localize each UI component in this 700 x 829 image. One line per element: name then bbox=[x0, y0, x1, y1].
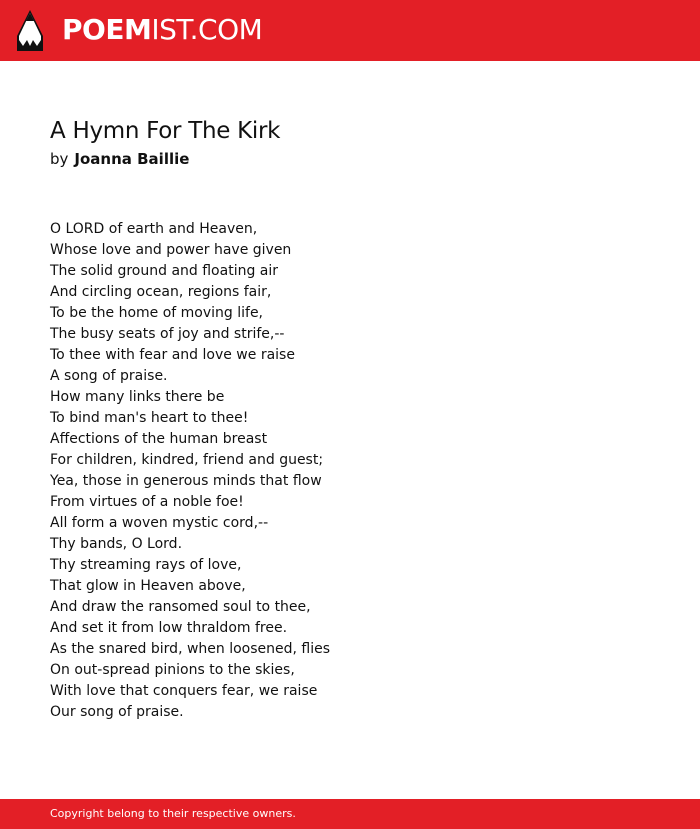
poem-line: Our song of praise. bbox=[50, 704, 184, 720]
poem-line: That glow in Heaven above, bbox=[50, 578, 246, 594]
poem-line: O LORD of earth and Heaven, bbox=[50, 221, 258, 237]
site-header bbox=[0, 0, 700, 61]
poem-line: To bind man's heart to thee! bbox=[50, 410, 249, 426]
poem-line: A song of praise. bbox=[50, 368, 168, 384]
poem-line: How many links there be bbox=[50, 389, 225, 405]
poem-line: All form a woven mystic cord,-- bbox=[50, 515, 269, 531]
pencil-logo-icon bbox=[17, 10, 43, 51]
poem-line: From virtues of a noble foe! bbox=[50, 494, 244, 510]
byline bbox=[50, 149, 189, 169]
site-footer bbox=[0, 799, 700, 829]
poem-line: And set it from low thraldom free. bbox=[50, 620, 288, 636]
poem-line: With love that conquers fear, we raise bbox=[50, 683, 318, 699]
poem-line: Thy bands, O Lord. bbox=[50, 536, 183, 552]
by-label: by bbox=[50, 150, 69, 168]
brand-light: IST.COM bbox=[151, 13, 263, 46]
poem-body bbox=[50, 219, 330, 723]
poem-line: Whose love and power have given bbox=[50, 242, 292, 258]
poem-line: The busy seats of joy and strife,-- bbox=[50, 326, 285, 342]
poem-line: Yea, those in generous minds that flow bbox=[50, 473, 322, 489]
poem-line: To be the home of moving life, bbox=[50, 305, 264, 321]
poem-line: Affections of the human breast bbox=[50, 431, 268, 447]
poem-line: To thee with fear and love we raise bbox=[50, 347, 295, 363]
poem-line: Thy streaming rays of love, bbox=[50, 557, 242, 573]
site-brand[interactable] bbox=[62, 12, 262, 48]
brand-bold: POEM bbox=[62, 13, 152, 46]
poem-title: A Hymn For The Kirk bbox=[50, 118, 281, 144]
poem-line: And draw the ransomed soul to thee, bbox=[50, 599, 311, 615]
poem-line: As the snared bird, when loosened, flies bbox=[50, 641, 331, 657]
poem-line: The solid ground and floating air bbox=[50, 263, 279, 279]
poem-line: And circling ocean, regions fair, bbox=[50, 284, 272, 300]
author-name: Joanna Baillie bbox=[74, 150, 190, 168]
copyright-text: Copyright belong to their respective owners. bbox=[50, 807, 296, 820]
poem-line: For children, kindred, friend and guest; bbox=[50, 452, 324, 468]
poem-line: On out-spread pinions to the skies, bbox=[50, 662, 295, 678]
